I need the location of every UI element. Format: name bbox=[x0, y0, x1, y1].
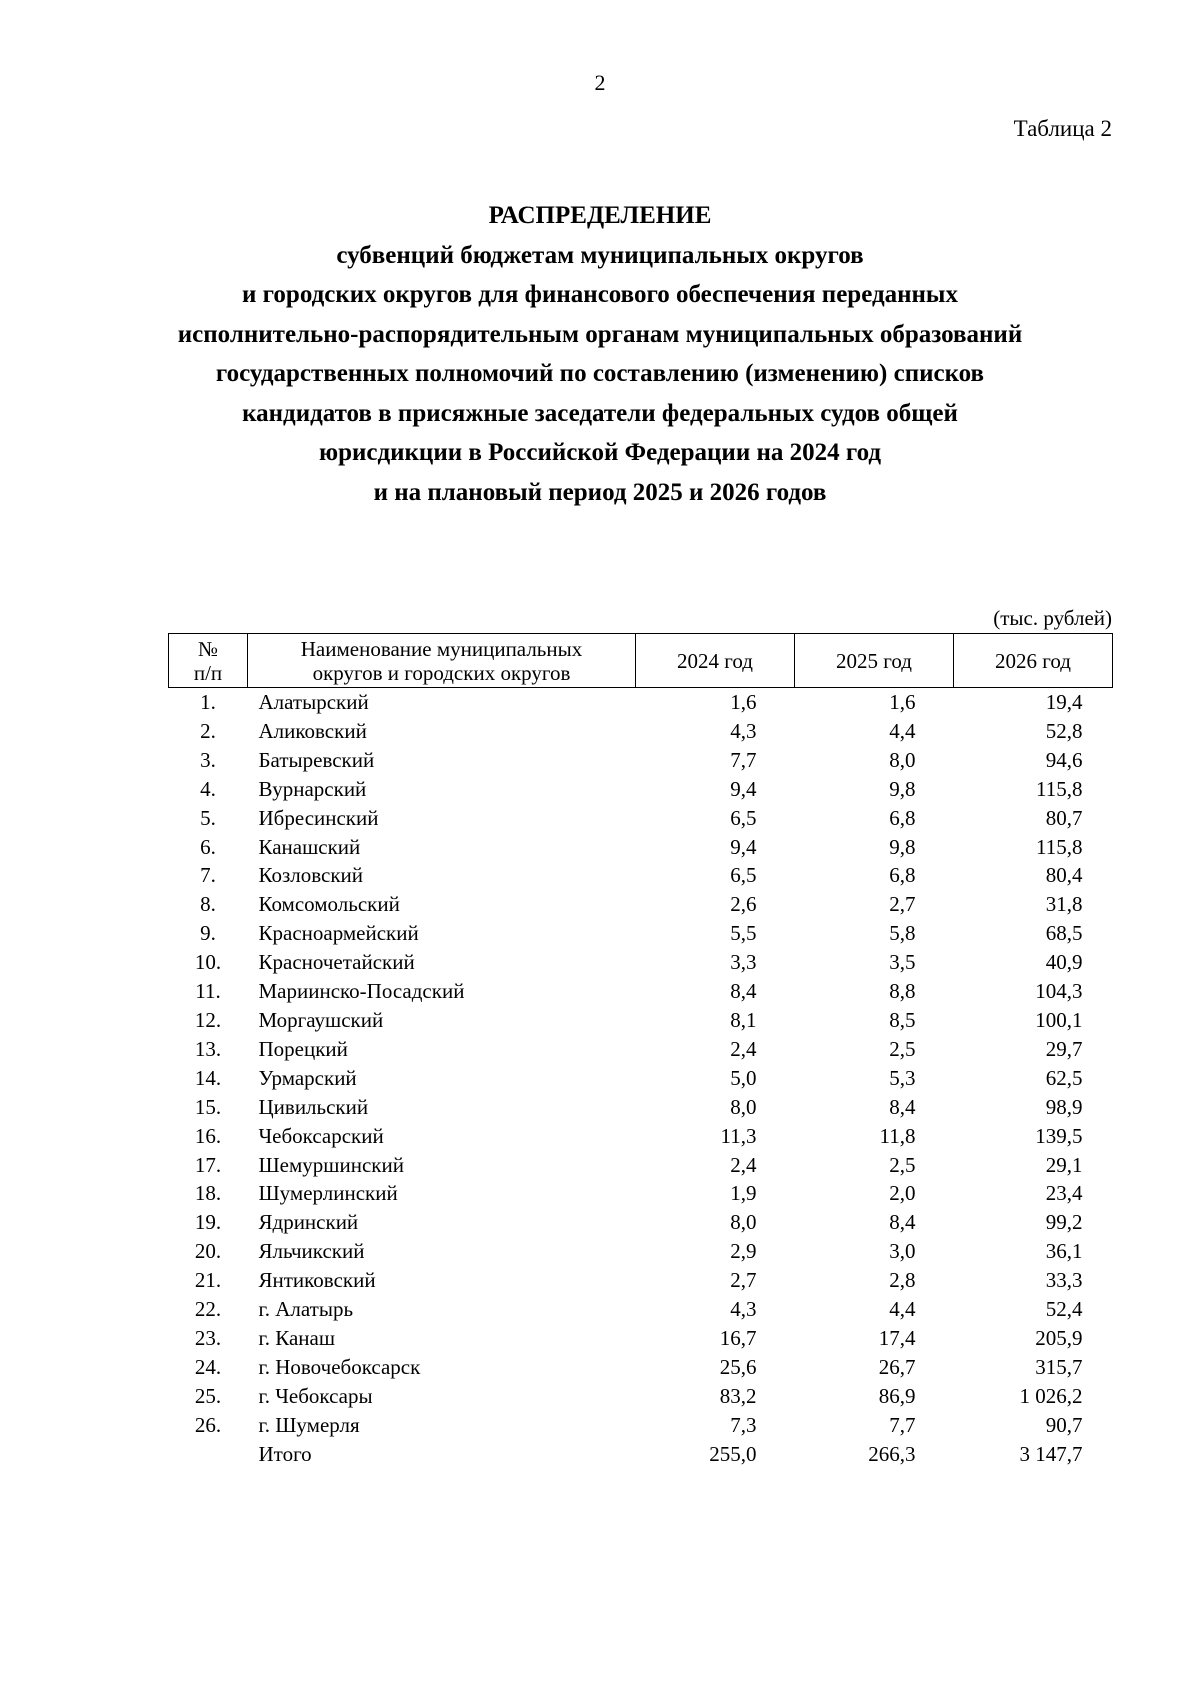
row-number: 16. bbox=[194, 1123, 222, 1148]
table-row bbox=[169, 833, 1113, 862]
row-value-2024: 8,0 bbox=[730, 1210, 757, 1235]
row-value-2024: 9,4 bbox=[730, 776, 757, 801]
table-row bbox=[169, 948, 1113, 977]
row-value-2024: 9,4 bbox=[730, 834, 757, 859]
row-number: 14. bbox=[194, 1065, 222, 1090]
row-value-2024: 83,2 bbox=[719, 1383, 757, 1408]
title-line: и городских округов для финансового обеспечения переданных bbox=[242, 281, 958, 308]
row-number: 13. bbox=[194, 1036, 222, 1061]
row-value-2026: 90,7 bbox=[1045, 1412, 1083, 1437]
row-value-2025: 2,5 bbox=[889, 1152, 916, 1177]
row-number: 6. bbox=[200, 834, 216, 859]
row-value-2025: 8,4 bbox=[889, 1094, 916, 1119]
row-number: 8. bbox=[200, 892, 216, 917]
row-value-2024: 8,1 bbox=[730, 1007, 757, 1032]
table-row bbox=[169, 977, 1113, 1006]
row-value-2024: 8,4 bbox=[730, 979, 757, 1004]
row-value-2025: 4,4 bbox=[889, 1297, 916, 1322]
units-label: (тыс. рублей) bbox=[993, 606, 1112, 630]
table-header-row bbox=[169, 634, 1113, 688]
row-value-2026: 62,5 bbox=[1045, 1065, 1083, 1090]
table-row bbox=[169, 1411, 1113, 1440]
row-value-2024: 2,9 bbox=[730, 1239, 757, 1264]
row-value-2026: 80,4 bbox=[1045, 863, 1083, 888]
row-value-2026: 33,3 bbox=[1045, 1268, 1083, 1293]
row-value-2025: 9,8 bbox=[889, 776, 916, 801]
row-value-2025: 1,6 bbox=[889, 690, 916, 714]
distribution-table bbox=[168, 633, 1113, 1468]
row-name: г. Новочебоксарск bbox=[258, 1354, 421, 1379]
row-value-2024: 11,3 bbox=[720, 1123, 757, 1148]
row-value-2026: 104,3 bbox=[1035, 979, 1083, 1004]
row-name: Шумерлинский bbox=[258, 1181, 398, 1206]
row-name: Шемуршинский bbox=[258, 1152, 404, 1177]
row-name: г. Шумерля bbox=[258, 1412, 360, 1437]
row-number: 10. bbox=[194, 950, 222, 975]
row-value-2025: 17,4 bbox=[878, 1325, 916, 1350]
row-number: 3. bbox=[200, 747, 216, 772]
table-row bbox=[169, 1237, 1113, 1266]
row-value-2025: 11,8 bbox=[879, 1123, 916, 1148]
title-line: РАСПРЕДЕЛЕНИЕ bbox=[488, 202, 712, 229]
table-row bbox=[169, 1179, 1113, 1208]
row-number: 15. bbox=[194, 1094, 222, 1119]
table-row bbox=[169, 746, 1113, 775]
row-number: 5. bbox=[200, 805, 216, 830]
row-name: Комсомольский bbox=[258, 892, 400, 917]
row-value-2026: 29,1 bbox=[1045, 1152, 1083, 1177]
header-num-line1: № bbox=[197, 636, 219, 661]
row-number: 24. bbox=[194, 1354, 222, 1379]
row-name: г. Чебоксары bbox=[258, 1383, 373, 1408]
row-number: 11. bbox=[195, 979, 221, 1004]
title-line: юрисдикции в Российской Федерации на 2024 год bbox=[318, 439, 882, 466]
row-name: Яльчикский bbox=[258, 1239, 365, 1264]
row-value-2026: 31,8 bbox=[1045, 892, 1083, 917]
row-name: Янтиковский bbox=[258, 1268, 376, 1293]
row-number: 20. bbox=[194, 1239, 222, 1264]
header-2024: 2024 год bbox=[636, 634, 795, 688]
row-value-2024: 6,5 bbox=[730, 805, 757, 830]
row-name: Чебоксарский bbox=[258, 1123, 384, 1148]
row-value-2025: 2,8 bbox=[889, 1268, 916, 1293]
row-value-2025: 5,3 bbox=[889, 1065, 916, 1090]
row-number: 17. bbox=[194, 1152, 222, 1177]
row-value-2024: 6,5 bbox=[730, 863, 757, 888]
table-row bbox=[169, 1122, 1113, 1151]
row-value-2026: 40,9 bbox=[1045, 950, 1083, 975]
table-row bbox=[169, 688, 1113, 717]
row-value-2025: 8,8 bbox=[889, 979, 916, 1004]
table-row bbox=[169, 775, 1113, 804]
row-name: Порецкий bbox=[258, 1036, 348, 1061]
row-value-2026: 19,4 bbox=[1045, 690, 1083, 714]
row-name: Вурнарский bbox=[258, 776, 367, 801]
row-value-2026: 315,7 bbox=[1035, 1354, 1083, 1379]
row-value-2026: 99,2 bbox=[1045, 1210, 1083, 1235]
row-name: г. Алатырь bbox=[258, 1297, 354, 1322]
row-value-2025: 26,7 bbox=[878, 1354, 916, 1379]
page-number: 2 bbox=[594, 70, 606, 95]
row-value-2026: 29,7 bbox=[1045, 1036, 1083, 1061]
table-body bbox=[169, 688, 1113, 1469]
row-value-2024: 2,4 bbox=[730, 1036, 757, 1061]
row-value-2026: 115,8 bbox=[1036, 834, 1083, 859]
row-value-2026: 23,4 bbox=[1045, 1181, 1083, 1206]
row-value-2025: 8,5 bbox=[889, 1007, 916, 1032]
row-value-2026: 94,6 bbox=[1045, 747, 1083, 772]
row-value-2026: 98,9 bbox=[1045, 1094, 1083, 1119]
row-number: 18. bbox=[194, 1181, 222, 1206]
row-value-2024: 2,6 bbox=[730, 892, 757, 917]
table-row bbox=[169, 804, 1113, 833]
header-2025: 2025 год bbox=[795, 634, 954, 688]
header-2026: 2026 год bbox=[954, 634, 1113, 688]
table-row bbox=[169, 1006, 1113, 1035]
table-row bbox=[169, 1093, 1113, 1122]
table-label: Таблица 2 bbox=[1013, 116, 1112, 141]
row-number: 25. bbox=[194, 1383, 222, 1408]
header-name bbox=[248, 634, 636, 688]
row-value-2026: 80,7 bbox=[1045, 805, 1083, 830]
row-name: Итого bbox=[258, 1441, 312, 1466]
table-row bbox=[169, 1324, 1113, 1353]
row-value-2026: 139,5 bbox=[1035, 1123, 1083, 1148]
row-value-2025: 6,8 bbox=[889, 805, 916, 830]
row-number: 7. bbox=[200, 863, 216, 888]
row-name: Канашский bbox=[258, 834, 361, 859]
row-value-2025: 8,4 bbox=[889, 1210, 916, 1235]
row-value-2024: 1,6 bbox=[730, 690, 757, 714]
table-row bbox=[169, 1382, 1113, 1411]
row-value-2026: 100,1 bbox=[1035, 1007, 1083, 1032]
row-name: Батыревский bbox=[258, 747, 375, 772]
table-row bbox=[169, 1064, 1113, 1093]
row-value-2025: 6,8 bbox=[889, 863, 916, 888]
row-name: Моргаушский bbox=[258, 1007, 384, 1032]
row-number: 23. bbox=[194, 1325, 222, 1350]
row-value-2025: 2,5 bbox=[889, 1036, 916, 1061]
row-name: Мариинско-Посадский bbox=[258, 979, 465, 1004]
row-value-2025: 5,8 bbox=[889, 921, 916, 946]
total-row bbox=[169, 1440, 1113, 1469]
row-value-2025: 3,5 bbox=[889, 950, 916, 975]
row-number: 22. bbox=[194, 1297, 222, 1322]
row-value-2026: 1 026,2 bbox=[1019, 1383, 1083, 1408]
row-value-2024: 7,3 bbox=[730, 1412, 757, 1437]
row-value-2024: 4,3 bbox=[730, 1297, 757, 1322]
row-value-2025: 4,4 bbox=[889, 718, 916, 743]
row-name: Аликовский bbox=[258, 718, 367, 743]
row-value-2026: 205,9 bbox=[1035, 1325, 1083, 1350]
row-value-2026: 3 147,7 bbox=[1019, 1441, 1083, 1466]
table-row bbox=[169, 861, 1113, 890]
table-row bbox=[169, 919, 1113, 948]
row-number: 21. bbox=[194, 1268, 222, 1293]
document-title bbox=[0, 196, 1200, 512]
row-value-2024: 255,0 bbox=[709, 1441, 757, 1466]
table-row bbox=[169, 1295, 1113, 1324]
row-name: Ядринский bbox=[258, 1210, 359, 1235]
row-name: Красноармейский bbox=[258, 921, 419, 946]
row-number: 12. bbox=[194, 1007, 222, 1032]
title-line: государственных полномочий по составлению (изменению) списков bbox=[215, 360, 985, 387]
table-row bbox=[169, 717, 1113, 746]
row-value-2024: 1,9 bbox=[730, 1181, 757, 1206]
row-value-2025: 86,9 bbox=[878, 1383, 916, 1408]
row-number bbox=[169, 1440, 248, 1469]
row-number: 4. bbox=[200, 776, 216, 801]
row-value-2024: 3,3 bbox=[730, 950, 757, 975]
table-row bbox=[169, 1035, 1113, 1064]
row-value-2024: 4,3 bbox=[730, 718, 757, 743]
header-num bbox=[169, 634, 248, 688]
row-name: Алатырский bbox=[258, 690, 369, 714]
row-value-2025: 3,0 bbox=[889, 1239, 916, 1264]
row-value-2026: 36,1 bbox=[1045, 1239, 1083, 1264]
row-number: 19. bbox=[194, 1210, 222, 1235]
row-number: 1. bbox=[200, 690, 216, 714]
row-name: Ибресинский bbox=[258, 805, 379, 830]
row-name: Цивильский bbox=[258, 1094, 369, 1119]
title-line: кандидатов в присяжные заседатели федеральных судов общей bbox=[242, 399, 958, 427]
row-value-2026: 68,5 bbox=[1045, 921, 1083, 946]
header-name-line2: округов и городских округов bbox=[312, 660, 571, 685]
row-name: г. Канаш bbox=[258, 1325, 336, 1350]
row-value-2025: 8,0 bbox=[889, 747, 916, 772]
row-value-2025: 266,3 bbox=[868, 1441, 916, 1466]
header-num-line2: п/п bbox=[193, 660, 223, 685]
row-value-2025: 9,8 bbox=[889, 834, 916, 859]
title-line: субвенций бюджетам муниципальных округов bbox=[336, 241, 864, 269]
row-name: Урмарский bbox=[258, 1065, 357, 1090]
row-name: Красночетайский bbox=[258, 950, 415, 975]
row-number: 9. bbox=[200, 921, 216, 946]
row-value-2026: 115,8 bbox=[1036, 776, 1083, 801]
row-name: Козловский bbox=[258, 863, 364, 888]
row-value-2024: 8,0 bbox=[730, 1094, 757, 1119]
title-line: исполнительно-распорядительным органам муниципальных образований bbox=[177, 320, 1023, 348]
row-value-2024: 2,4 bbox=[730, 1152, 757, 1177]
header-name-line1: Наименование муниципальных bbox=[300, 636, 583, 661]
table-row bbox=[169, 890, 1113, 919]
row-value-2025: 2,0 bbox=[889, 1181, 916, 1206]
table-row bbox=[169, 1353, 1113, 1382]
row-value-2024: 2,7 bbox=[730, 1268, 757, 1293]
row-value-2026: 52,4 bbox=[1045, 1297, 1083, 1322]
row-value-2024: 5,5 bbox=[730, 921, 757, 946]
row-value-2024: 5,0 bbox=[730, 1065, 757, 1090]
row-value-2024: 7,7 bbox=[730, 747, 757, 772]
row-value-2026: 52,8 bbox=[1045, 718, 1083, 743]
row-number: 26. bbox=[194, 1412, 222, 1437]
row-value-2024: 25,6 bbox=[719, 1354, 757, 1379]
row-value-2025: 2,7 bbox=[889, 892, 916, 917]
row-value-2025: 7,7 bbox=[889, 1412, 916, 1437]
table-row bbox=[169, 1208, 1113, 1237]
row-value-2024: 16,7 bbox=[719, 1325, 757, 1350]
row-number: 2. bbox=[200, 718, 216, 743]
table-row bbox=[169, 1151, 1113, 1180]
table-row bbox=[169, 1266, 1113, 1295]
title-line: и на плановый период 2025 и 2026 годов bbox=[373, 478, 827, 506]
